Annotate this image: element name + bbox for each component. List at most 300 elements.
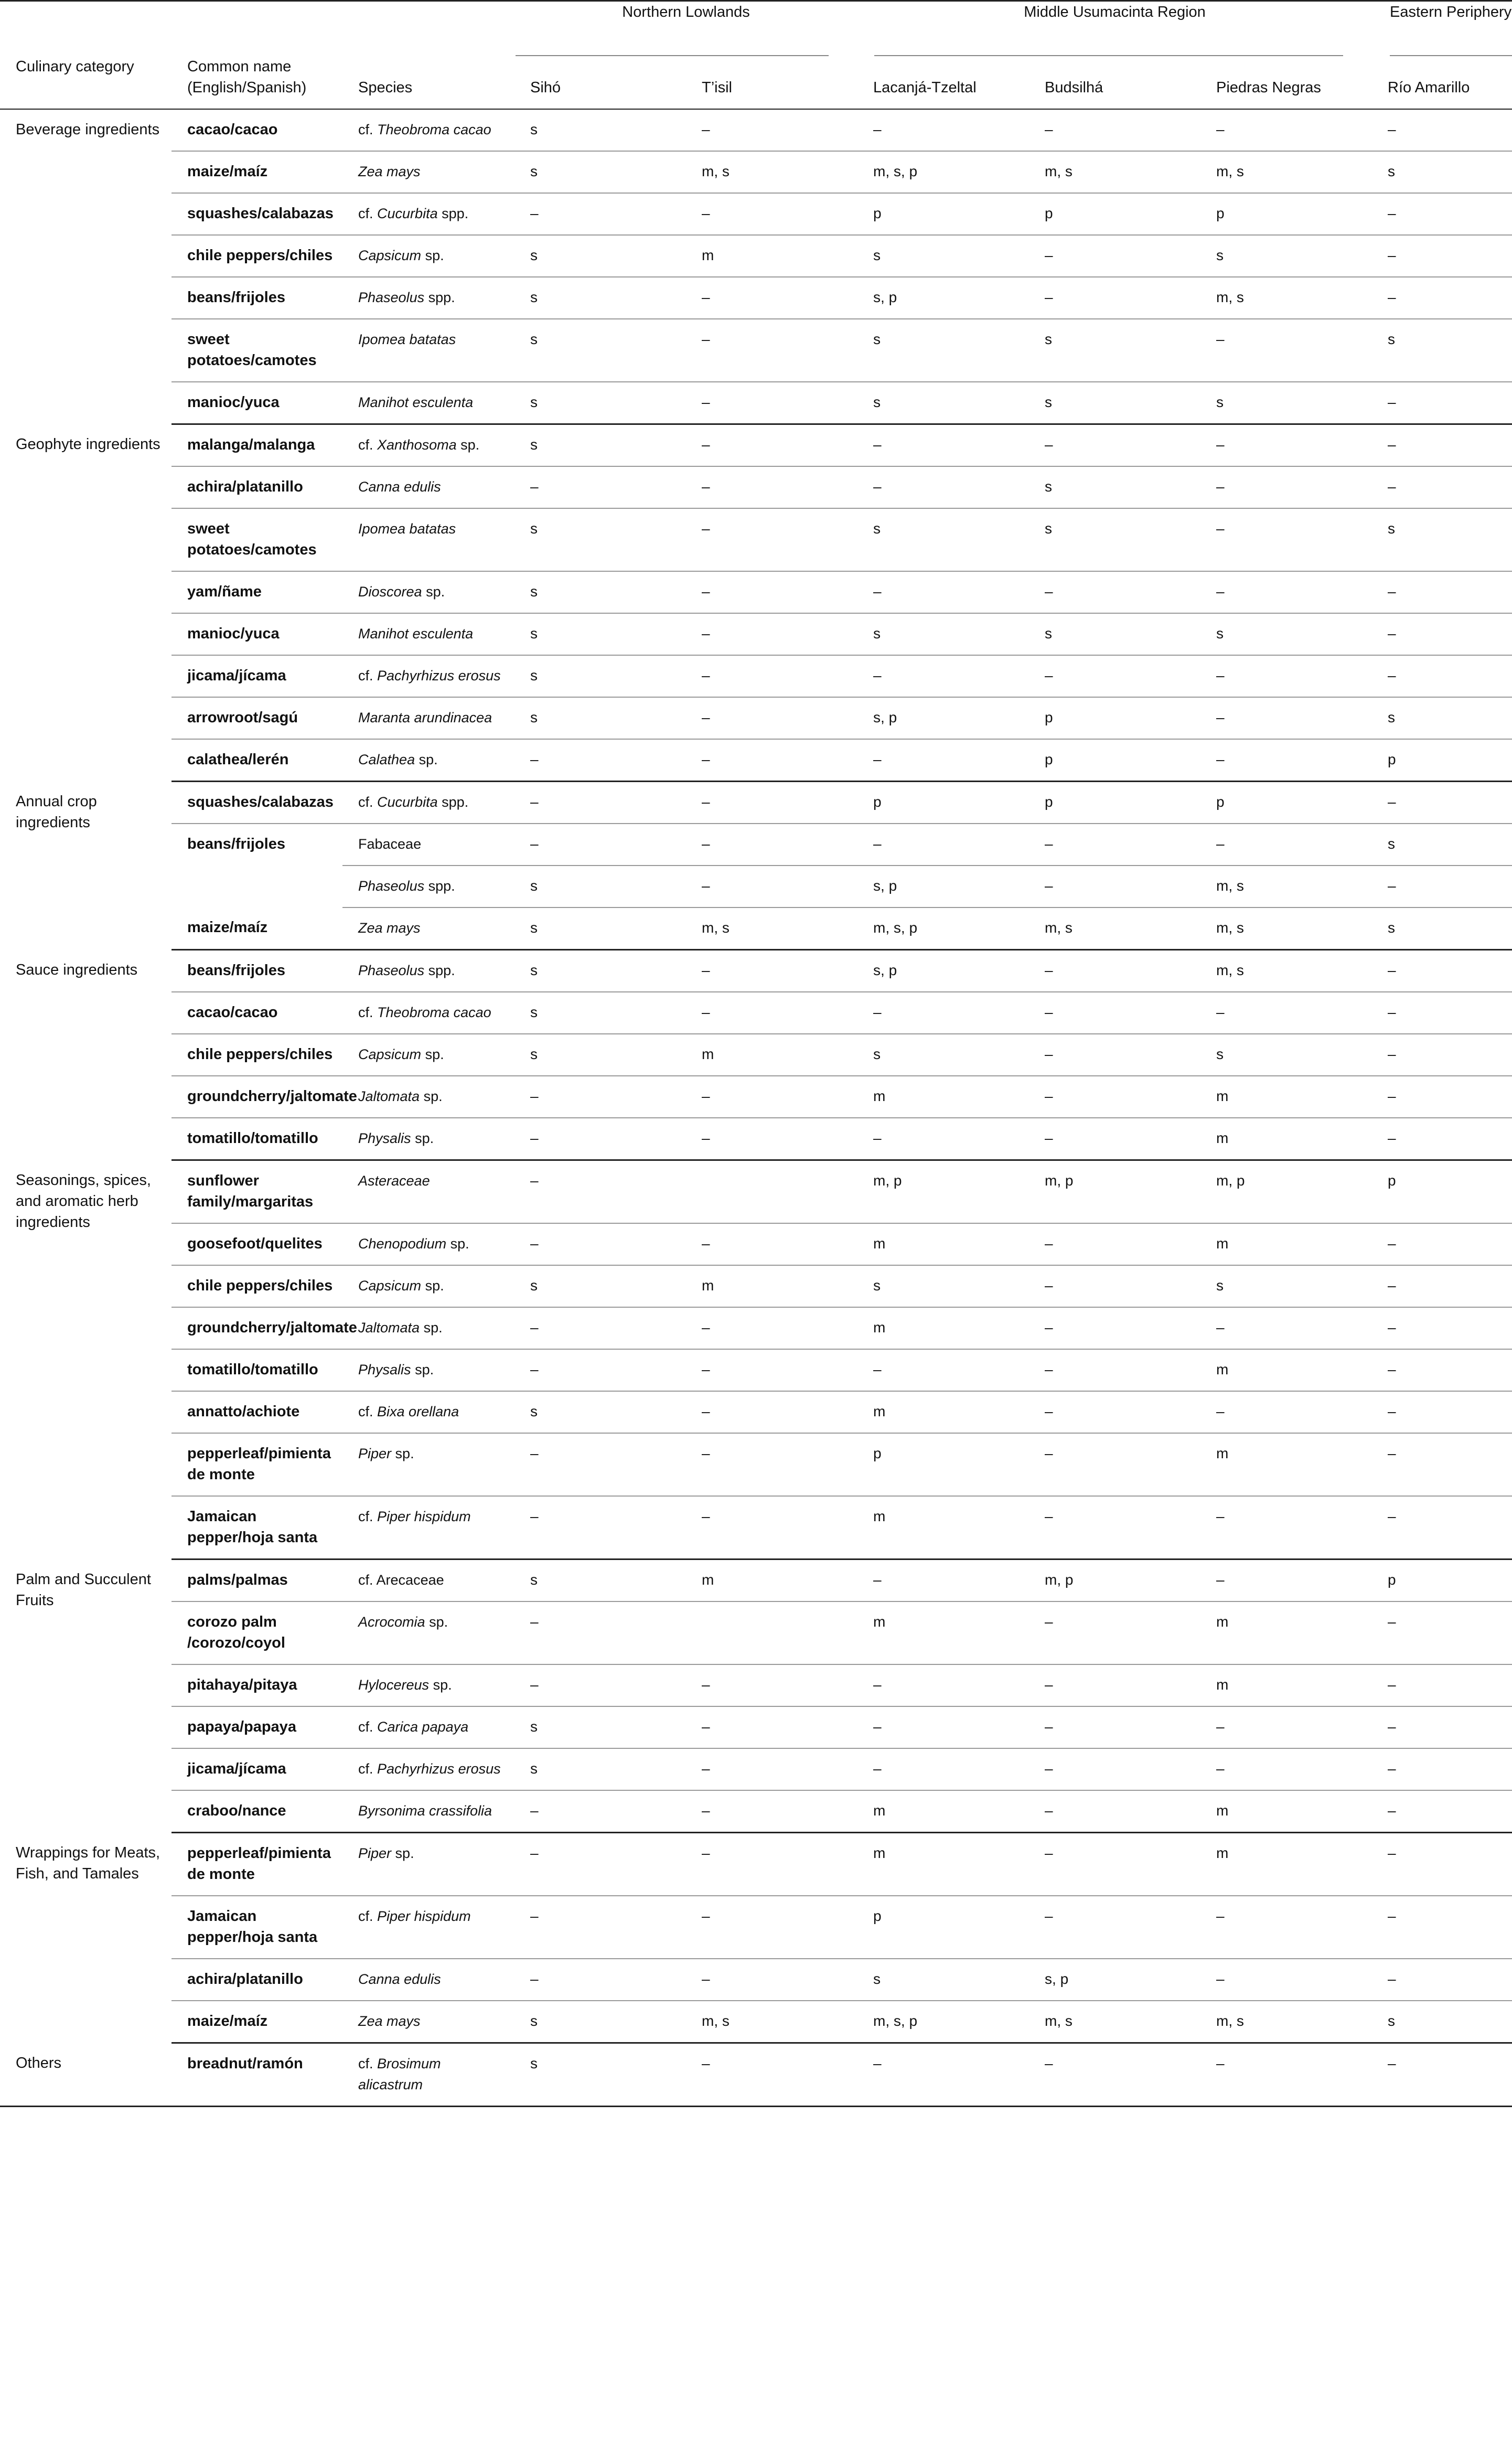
species-binomial: Maranta arundinacea xyxy=(358,710,492,725)
site-value: – xyxy=(686,1118,857,1160)
site-value: s xyxy=(1029,382,1200,424)
site-value xyxy=(686,1601,857,1664)
site-value: s xyxy=(514,697,686,739)
site-value: – xyxy=(686,697,857,739)
site-value: – xyxy=(857,1349,1029,1391)
table-row xyxy=(0,907,1512,950)
common-name: manioc/yuca xyxy=(171,613,342,655)
site-value: – xyxy=(686,1706,857,1748)
site-value: – xyxy=(1029,235,1200,277)
site-value: – xyxy=(686,613,857,655)
site-value: s xyxy=(514,1560,686,1602)
site-value xyxy=(686,1160,857,1224)
table-row xyxy=(0,1896,1512,1959)
site-value: s xyxy=(514,424,686,467)
site-value: s xyxy=(514,992,686,1034)
site-value: m xyxy=(1200,1833,1372,1896)
table-row xyxy=(0,109,1512,151)
site-value: – xyxy=(514,1076,686,1118)
species-binomial: Piper xyxy=(358,1446,392,1461)
site-value: m, s xyxy=(1200,866,1372,907)
species-prefix: cf. xyxy=(358,206,373,221)
site-value: s xyxy=(857,382,1029,424)
site-value: – xyxy=(1372,571,1512,613)
site-value: – xyxy=(1372,1706,1512,1748)
site-value: s xyxy=(1372,824,1512,866)
site-value: – xyxy=(1372,1959,1512,2001)
species-suffix: sp. xyxy=(433,1677,452,1693)
species-binomial: Asteraceae xyxy=(358,1173,430,1189)
species-prefix: cf. xyxy=(358,2056,373,2071)
table-row xyxy=(0,655,1512,697)
table-row xyxy=(0,824,1512,866)
site-value: p xyxy=(1372,1160,1512,1224)
site-value: m, s, p xyxy=(857,151,1029,193)
site-value: m, p xyxy=(1029,1560,1200,1602)
table-row xyxy=(0,1748,1512,1790)
table-row xyxy=(0,1833,1512,1896)
site-value: s xyxy=(514,866,686,907)
site-value: m xyxy=(1200,1076,1372,1118)
site-value: – xyxy=(1372,1349,1512,1391)
species-name xyxy=(342,1349,514,1391)
species-binomial: Byrsonima crassifolia xyxy=(358,1803,492,1819)
site-value: – xyxy=(686,1433,857,1496)
site-value: s xyxy=(1200,1265,1372,1307)
site-value: – xyxy=(1200,319,1372,382)
species-prefix: cf. xyxy=(358,1005,373,1020)
species-name xyxy=(342,109,514,151)
species-name xyxy=(342,1433,514,1496)
species-suffix: sp. xyxy=(429,1614,448,1630)
species-name xyxy=(342,1391,514,1433)
species-suffix: spp. xyxy=(428,878,455,894)
common-name: craboo/nance xyxy=(171,1790,342,1833)
common-name: chile peppers/chiles xyxy=(171,1265,342,1307)
species-suffix: sp. xyxy=(395,1845,414,1861)
table-row xyxy=(0,424,1512,467)
site-value: – xyxy=(1372,235,1512,277)
site-value: s xyxy=(1372,508,1512,571)
site-value: s xyxy=(1372,2001,1512,2043)
site-value: – xyxy=(1372,655,1512,697)
site-value: – xyxy=(686,782,857,824)
site-value: m xyxy=(1200,1433,1372,1496)
species-name xyxy=(342,382,514,424)
species-binomial: Zea mays xyxy=(358,920,421,936)
species-suffix: sp. xyxy=(425,248,444,263)
site-value: s xyxy=(857,319,1029,382)
common-name: malanga/malanga xyxy=(171,424,342,467)
species-suffix: sp. xyxy=(426,584,445,600)
species-binomial: Manihot esculenta xyxy=(358,626,474,642)
common-name: squashes/calabazas xyxy=(171,193,342,235)
species-binomial: Cucurbita xyxy=(377,206,438,221)
site-value: – xyxy=(514,193,686,235)
site-value: – xyxy=(1029,866,1200,907)
species-binomial: Ipomea batatas xyxy=(358,521,456,537)
site-value: – xyxy=(1372,1433,1512,1496)
species-binomial: Hylocereus xyxy=(358,1677,430,1693)
species-binomial: Piper hispidum xyxy=(377,1908,471,1924)
site-value: – xyxy=(1200,739,1372,782)
species-name xyxy=(342,1790,514,1833)
common-name: corozo palm /corozo/coyol xyxy=(171,1601,342,1664)
site-value: – xyxy=(1029,655,1200,697)
culinary-category: Palm and Succulent Fruits xyxy=(16,1571,151,1609)
site-value: – xyxy=(686,1496,857,1560)
site-value: – xyxy=(1200,655,1372,697)
species-suffix: sp. xyxy=(415,1362,434,1377)
site-value: – xyxy=(514,1433,686,1496)
species-binomial: Theobroma cacao xyxy=(377,122,491,137)
site-value: m xyxy=(1200,1118,1372,1160)
culinary-category: Sauce ingredients xyxy=(16,961,138,978)
site-value: m xyxy=(857,1391,1029,1433)
common-name: groundcherry/jaltomate xyxy=(171,1076,342,1118)
site-value: p xyxy=(1029,782,1200,824)
site-value: – xyxy=(686,319,857,382)
table-row xyxy=(0,1076,1512,1118)
site-value: – xyxy=(1029,1307,1200,1349)
site-value: m xyxy=(857,1601,1029,1664)
culinary-category: Wrappings for Meats, Fish, and Tamales xyxy=(16,1844,160,1882)
species-name xyxy=(342,2043,514,2107)
species-binomial: Zea mays xyxy=(358,2013,421,2029)
species-name xyxy=(342,907,514,950)
site-value: – xyxy=(1200,697,1372,739)
site-value: m, s xyxy=(1200,151,1372,193)
site-value: – xyxy=(686,424,857,467)
site-value: s xyxy=(1200,382,1372,424)
table-row xyxy=(0,1160,1512,1224)
site-value: – xyxy=(686,1833,857,1896)
table-row xyxy=(0,697,1512,739)
table-row xyxy=(0,1391,1512,1433)
site-value: – xyxy=(514,1601,686,1664)
site-value: s xyxy=(514,907,686,950)
species-prefix: cf. xyxy=(358,122,373,137)
species-name xyxy=(342,1959,514,2001)
site-value: – xyxy=(1200,1496,1372,1560)
table-row xyxy=(0,1307,1512,1349)
species-name xyxy=(342,151,514,193)
site-value: m, s xyxy=(1029,907,1200,950)
site-value: s xyxy=(1029,319,1200,382)
site-value: m, s, p xyxy=(857,907,1029,950)
species-suffix: sp. xyxy=(425,1278,444,1294)
site-value: – xyxy=(1029,424,1200,467)
species-binomial: Pachyrhizus erosus xyxy=(377,1761,501,1777)
table-row xyxy=(0,782,1512,824)
species-suffix: sp. xyxy=(450,1236,469,1252)
table-row xyxy=(0,1433,1512,1496)
species-name xyxy=(342,950,514,992)
site-value: – xyxy=(686,1748,857,1790)
species-binomial: Piper hispidum xyxy=(377,1509,471,1524)
site-value: – xyxy=(1372,1118,1512,1160)
species-suffix: sp. xyxy=(415,1130,434,1146)
culinary-category: Annual crop ingredients xyxy=(16,793,97,831)
species-binomial: Ipomea batatas xyxy=(358,332,456,347)
site-value: p xyxy=(1029,697,1200,739)
site-value: – xyxy=(514,824,686,866)
site-value: m xyxy=(857,1496,1029,1560)
common-name: chile peppers/chiles xyxy=(171,1034,342,1076)
site-value: s xyxy=(514,109,686,151)
site-value: – xyxy=(1372,992,1512,1034)
site-value: s xyxy=(1372,907,1512,950)
common-name: Jamaican pepper/hoja santa xyxy=(171,1896,342,1959)
common-name: beans/frijoles xyxy=(171,277,342,319)
site-value: – xyxy=(1372,1896,1512,1959)
table-row xyxy=(0,319,1512,382)
site-value: s xyxy=(1200,1034,1372,1076)
table-row xyxy=(0,508,1512,571)
species-binomial: Zea mays xyxy=(358,164,421,179)
species-name xyxy=(342,2001,514,2043)
species-name xyxy=(342,992,514,1034)
common-name: chile peppers/chiles xyxy=(171,235,342,277)
species-prefix: cf. xyxy=(358,1761,373,1777)
species-name xyxy=(342,866,514,907)
site-value: – xyxy=(1029,1706,1200,1748)
site-value: – xyxy=(1029,2043,1200,2107)
species-suffix: sp. xyxy=(460,437,480,453)
col-header-species: Species xyxy=(342,56,514,109)
site-value: – xyxy=(686,109,857,151)
site-value: – xyxy=(686,1391,857,1433)
site-value: – xyxy=(1372,1496,1512,1560)
species-name xyxy=(342,1496,514,1560)
site-value: s xyxy=(514,2001,686,2043)
site-value: p xyxy=(857,1433,1029,1496)
site-value: s xyxy=(1200,613,1372,655)
site-value: s xyxy=(857,1959,1029,2001)
species-name xyxy=(342,1034,514,1076)
species-binomial: Phaseolus xyxy=(358,290,425,305)
col-header-category: Culinary category xyxy=(0,56,171,109)
site-value: – xyxy=(1200,109,1372,151)
site-value: – xyxy=(1029,824,1200,866)
site-value: – xyxy=(1029,950,1200,992)
table-row xyxy=(0,1496,1512,1560)
site-value: – xyxy=(686,1349,857,1391)
species-binomial: Brosimum alicastrum xyxy=(358,2056,441,2092)
site-value: m xyxy=(857,1223,1029,1265)
site-value: – xyxy=(1029,1601,1200,1664)
site-value: – xyxy=(1200,1959,1372,2001)
site-value: – xyxy=(1372,1833,1512,1896)
table-body xyxy=(0,109,1512,2107)
site-value: s xyxy=(1029,508,1200,571)
site-value: s xyxy=(514,277,686,319)
site-value: s, p xyxy=(1029,1959,1200,2001)
site-value: m xyxy=(857,1307,1029,1349)
species-suffix: spp. xyxy=(442,794,469,810)
common-name: palms/palmas xyxy=(171,1560,342,1602)
site-value: s xyxy=(514,235,686,277)
site-value: m, s, p xyxy=(857,2001,1029,2043)
site-value: – xyxy=(1372,1076,1512,1118)
species-name xyxy=(342,1706,514,1748)
common-name: tomatillo/tomatillo xyxy=(171,1349,342,1391)
site-value: – xyxy=(686,1223,857,1265)
table-row xyxy=(0,1664,1512,1706)
species-name xyxy=(342,1560,514,1602)
site-value: – xyxy=(686,824,857,866)
site-value: s xyxy=(857,235,1029,277)
site-value: s xyxy=(857,613,1029,655)
site-value: – xyxy=(514,1223,686,1265)
site-value: – xyxy=(686,992,857,1034)
common-name: squashes/calabazas xyxy=(171,782,342,824)
site-value: – xyxy=(1372,950,1512,992)
site-value: – xyxy=(857,1664,1029,1706)
site-value: s xyxy=(514,571,686,613)
col-header-site: Sihó xyxy=(514,56,686,109)
species-name xyxy=(342,1160,514,1224)
species-prefix: cf. xyxy=(358,794,373,810)
col-header-site: Río Amarillo xyxy=(1372,56,1512,109)
site-value: – xyxy=(1029,1223,1200,1265)
common-name: sweet potatoes/camotes xyxy=(171,319,342,382)
site-value: – xyxy=(1372,277,1512,319)
species-binomial: Capsicum xyxy=(358,1278,422,1294)
site-value: s xyxy=(1200,235,1372,277)
common-name: pitahaya/pitaya xyxy=(171,1664,342,1706)
site-value: s, p xyxy=(857,866,1029,907)
site-value: – xyxy=(1029,1664,1200,1706)
common-name: tomatillo/tomatillo xyxy=(171,1118,342,1160)
site-value: – xyxy=(1029,1076,1200,1118)
culinary-category: Geophyte ingredients xyxy=(16,435,160,453)
species-binomial: Theobroma cacao xyxy=(377,1005,491,1020)
site-value: – xyxy=(514,1664,686,1706)
site-value: – xyxy=(1372,2043,1512,2107)
species-name xyxy=(342,1118,514,1160)
site-value: – xyxy=(686,950,857,992)
site-value: – xyxy=(1372,1034,1512,1076)
site-value: – xyxy=(514,1349,686,1391)
site-value: – xyxy=(686,2043,857,2107)
common-name: sweet potatoes/camotes xyxy=(171,508,342,571)
culinary-category: Beverage ingredients xyxy=(16,121,160,138)
table-row xyxy=(0,1959,1512,2001)
site-value: – xyxy=(686,1896,857,1959)
site-value: – xyxy=(1372,1790,1512,1833)
common-name: groundcherry/jaltomate xyxy=(171,1307,342,1349)
site-value: – xyxy=(857,739,1029,782)
site-value: p xyxy=(1200,193,1372,235)
site-value: – xyxy=(1029,109,1200,151)
species-suffix: sp. xyxy=(419,752,438,767)
table-row xyxy=(0,613,1512,655)
site-value: – xyxy=(1200,1896,1372,1959)
col-header-site: Lacanjá-Tzeltal xyxy=(857,56,1029,109)
species-name xyxy=(342,1307,514,1349)
species-name xyxy=(342,193,514,235)
site-value: – xyxy=(686,1790,857,1833)
table-row xyxy=(0,193,1512,235)
table-row xyxy=(0,1706,1512,1748)
site-value: – xyxy=(857,655,1029,697)
site-value: s xyxy=(514,508,686,571)
site-value: – xyxy=(857,2043,1029,2107)
site-value: s xyxy=(857,508,1029,571)
common-name: goosefoot/quelites xyxy=(171,1223,342,1265)
common-name: annatto/achiote xyxy=(171,1391,342,1433)
species-name xyxy=(342,613,514,655)
table-row xyxy=(0,382,1512,424)
site-value: s xyxy=(514,1706,686,1748)
common-name: pepperleaf/pimienta de monte xyxy=(171,1833,342,1896)
site-value: – xyxy=(1372,424,1512,467)
site-value: m xyxy=(686,1265,857,1307)
species-prefix: cf. xyxy=(358,1908,373,1924)
common-name: calathea/lerén xyxy=(171,739,342,782)
site-value: – xyxy=(686,739,857,782)
site-value: – xyxy=(514,1833,686,1896)
site-value: s xyxy=(1372,697,1512,739)
site-value: m xyxy=(857,1833,1029,1896)
site-value: m xyxy=(686,1034,857,1076)
species-name xyxy=(342,1748,514,1790)
site-value: p xyxy=(1372,1560,1512,1602)
species-name xyxy=(342,697,514,739)
common-name: maize/maíz xyxy=(171,2001,342,2043)
site-value: m xyxy=(686,1560,857,1602)
species-name xyxy=(342,1833,514,1896)
site-value: p xyxy=(1200,782,1372,824)
site-value: s xyxy=(1372,151,1512,193)
site-value: m, p xyxy=(1200,1160,1372,1224)
species-name xyxy=(342,508,514,571)
table-row xyxy=(0,466,1512,508)
site-value: – xyxy=(1029,992,1200,1034)
site-value: – xyxy=(1372,1307,1512,1349)
site-value: – xyxy=(857,1706,1029,1748)
group-header-row xyxy=(0,1,1512,57)
site-value: – xyxy=(857,466,1029,508)
species-name xyxy=(342,319,514,382)
site-value: – xyxy=(1372,1748,1512,1790)
table-row xyxy=(0,992,1512,1034)
species-name xyxy=(342,235,514,277)
site-value: – xyxy=(686,382,857,424)
table-row xyxy=(0,1034,1512,1076)
species-binomial: Phaseolus xyxy=(358,963,425,978)
site-value: – xyxy=(514,1896,686,1959)
common-name: cacao/cacao xyxy=(171,109,342,151)
site-value: s xyxy=(514,151,686,193)
site-value: – xyxy=(1200,466,1372,508)
site-value: – xyxy=(1372,1664,1512,1706)
site-value: – xyxy=(514,1790,686,1833)
site-value: – xyxy=(1372,613,1512,655)
site-value: – xyxy=(1200,2043,1372,2107)
site-value: – xyxy=(1200,992,1372,1034)
site-value: s xyxy=(514,319,686,382)
site-value: m xyxy=(1200,1601,1372,1664)
species-binomial: Carica papaya xyxy=(377,1719,469,1735)
species-binomial: Xanthosoma xyxy=(377,437,457,453)
site-value: m, s xyxy=(1200,950,1372,992)
common-name: jicama/jícama xyxy=(171,1748,342,1790)
site-value: – xyxy=(1029,1433,1200,1496)
site-value: – xyxy=(1029,1391,1200,1433)
site-value: p xyxy=(857,193,1029,235)
